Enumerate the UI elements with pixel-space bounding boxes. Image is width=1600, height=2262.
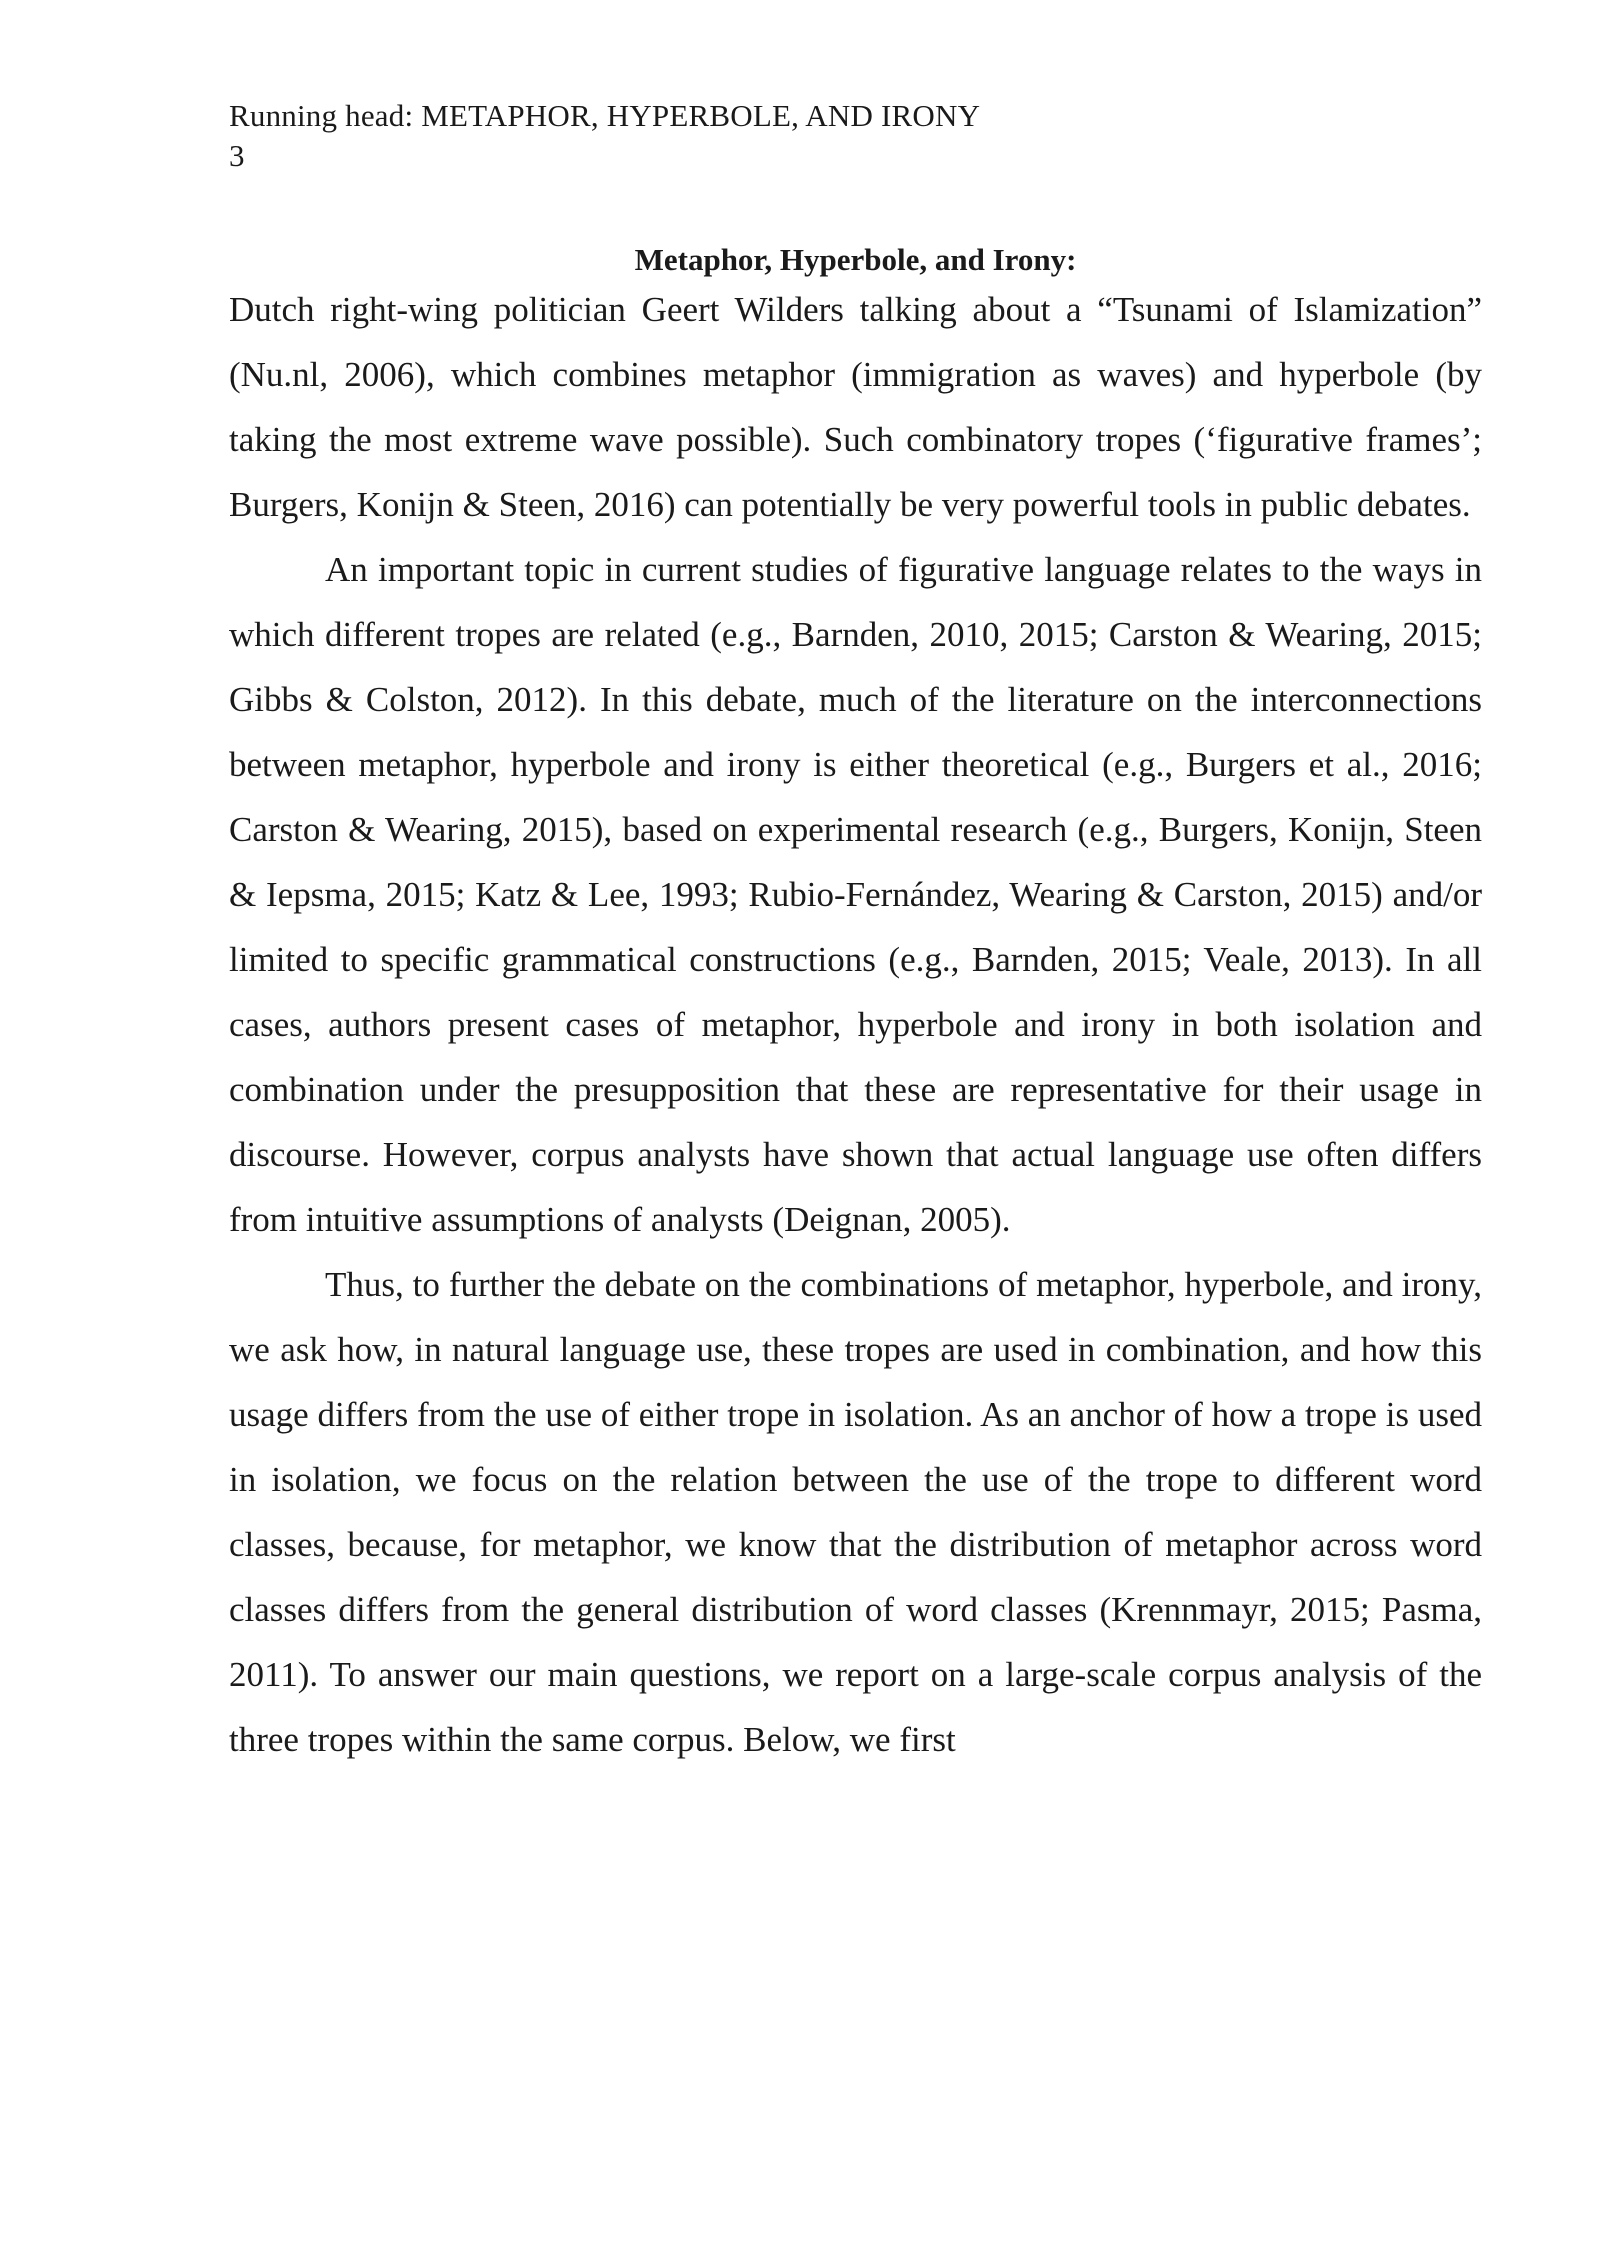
paragraph-2: An important topic in current studies of figurative language relates to the ways in which different tropes are related (e.g., Barnden, 2010, 2015; Carston & Wearing, 2015; Gibbs & Colston, 2012). In this debate, much of the literature on the interconnections between metaphor, hyperbole and irony is either theoretical (e.g., Burgers et al., 2016; Carston & Wearing, 2015), based on experimental research (e.g., Burgers, Konijn, Steen & Iepsma, 2015; Katz & Lee, 1993; Rubio-Fernández, Wearing & Carston, 2015) and/or limited to specific grammatical constructions (e.g., Barnden, 2015; Veale, 2013). In all cases, authors present cases of metaphor, hyperbole and irony in both isolation and combination under the presupposition that these are representative for their usage in discourse. However, corpus analysts have shown that actual language use often differs from intuitive assumptions of analysts (Deignan, 2005). [229, 550, 1482, 1239]
page-number: 3 [229, 138, 245, 173]
running-head [229, 96, 980, 176]
running-head-text: Running head: METAPHOR, HYPERBOLE, AND IRONY [229, 98, 981, 133]
section-title: Metaphor, Hyperbole, and Irony: [634, 242, 1077, 277]
paragraph-1: Dutch right-wing politician Geert Wilders talking about a “Tsunami of Islamization” (Nu.nl, 2006), which combines metaphor (immigration as waves) and hyperbole (by taking the most extreme wave possible). Such combinatory tropes (‘figurative frames’; Burgers, Konijn & Steen, 2016) can potentially be very powerful tools in public debates. [229, 290, 1482, 524]
body-text [229, 277, 1482, 1772]
paragraph-3: Thus, to further the debate on the combinations of metaphor, hyperbole, and irony, we ask how, in natural language use, these tropes are used in combination, and how this usage differs from the use of either trope in isolation. As an anchor of how a trope is used in isolation, we focus on the relation between the use of the trope to different word classes, because, for metaphor, we know that the distribution of metaphor across word classes differs from the general distribution of word classes (Krennmayr, 2015; Pasma, 2011). To answer our main questions, we report on a large-scale corpus analysis of the three tropes within the same corpus. Below, we first [229, 1265, 1482, 1759]
